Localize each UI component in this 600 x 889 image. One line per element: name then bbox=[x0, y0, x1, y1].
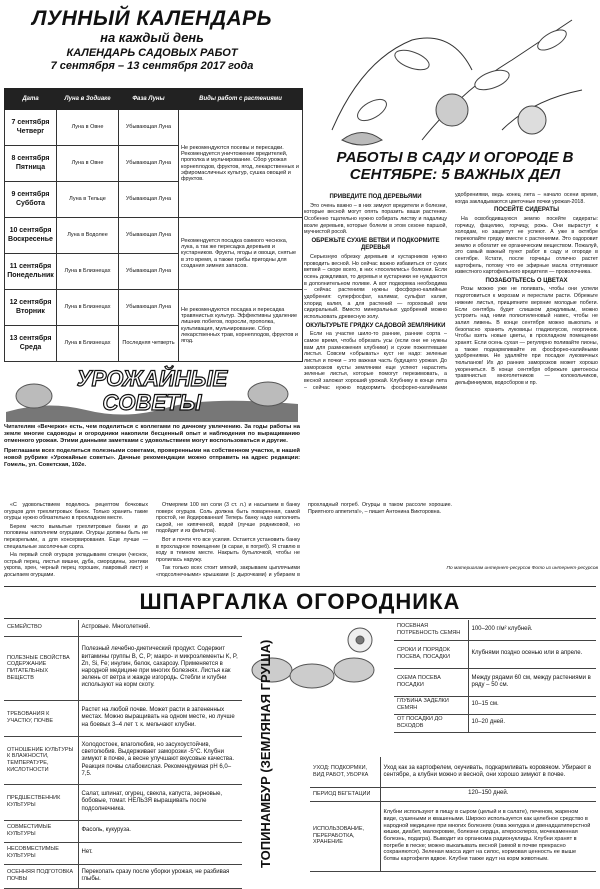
table-row bbox=[394, 714, 596, 732]
flower-center-shape bbox=[356, 636, 364, 644]
section-text: Если на участке шило-то ранние, ранние сорта – самое время, чтобы обрезать усы (если они не нужны вам для размножения клубники) и сухие пожелтевшие листья. Совсем «обрывать» куст не надо: зеленые листья и почки – это важная часть будущего урожая. До заморозков кусты земляники еще успеют нарастить зеленые листья, которые помогут перезимовать, а весной заложат хороший урожай. Клубнику в конце лета – сейчас нужно подкормить фосфорно-калийными удобрениями, ведь конец лета – начало осени время, когда закладываются цветочные почки урожая-2018. bbox=[304, 192, 598, 391]
row-key: ОТ ПОСАДКИ ДО ВСХОДОВ bbox=[394, 714, 468, 732]
row-value: Уход как за картофелем, окучивать, подкармливать коровяком. Убирают в сентябре, а клубни можно и весной, они хорошо зимуют в почве. bbox=[380, 757, 596, 787]
table-row bbox=[4, 842, 242, 864]
table-row bbox=[4, 820, 242, 842]
row-key: ПОЛЕЗНЫЕ СВОЙСТВА СОДЕРЖАНИЕ ПИТАТЕЛЬНЫХ ВЕЩЕСТВ bbox=[4, 636, 78, 700]
row-value: 120–150 дней. bbox=[380, 787, 596, 801]
row-key: ТРЕБОВАНИЯ К УЧАСТКУ, ПОЧВЕ bbox=[4, 700, 78, 736]
row-date: 8 сентября Пятница bbox=[5, 146, 57, 182]
cheatsheet-title: ШПАРГАЛКА ОГОРОДНИКА bbox=[139, 589, 461, 614]
table-row bbox=[4, 700, 242, 736]
row-value: 100–200 г/м² клубней. bbox=[468, 620, 596, 640]
row-phase: Убывающая Луна bbox=[119, 218, 179, 254]
advice-paragraph: Так только всех стоит мягкий, закрываем цыплячьими «подсолнечными» крышками (с дырочками) и убираем в прохладный погреб. Огурцы в таком рассоле хорошие. Приятного аппетита!», – пишет Антонина Викторовна. bbox=[156, 502, 452, 579]
crop-name-vertical bbox=[240, 639, 310, 874]
row-date: 11 сентября Понедельник bbox=[5, 254, 57, 290]
lunar-calendar-title: ЛУННЫЙ КАЛЕНДАРЬ bbox=[31, 7, 273, 30]
row-work: Рекомендуется посадка озимого чеснока, лука, а так же пересадка деревьев и кустарников. Фрукты, ягоды и овощи, снятые в это время, а также грибы пригодны для создания зимних запасов. bbox=[179, 218, 303, 290]
row-value: Клубнями поздно осенью или в апреле. bbox=[468, 640, 596, 668]
table-row bbox=[5, 110, 303, 146]
cheatsheet-right-top-table bbox=[394, 620, 596, 733]
divider bbox=[4, 618, 596, 619]
row-date: 10 сентября Воскресенье bbox=[5, 218, 57, 254]
row-value: Между рядами 60 см, между растениями в ряду – 50 см. bbox=[468, 668, 596, 696]
table-row bbox=[394, 696, 596, 714]
row-value: Салат, шпинат, огурец, свекла, капуста, зерновые, бобовые, томат. НЕЛЬЗЯ выращивать после подсолнечника. bbox=[78, 784, 242, 820]
section-heading: ОБРЕЖЬТЕ СУХИЕ ВЕТВИ И ПОДКОРМИТЕ ДЕРЕВЬЯ bbox=[311, 237, 440, 252]
table-row bbox=[4, 736, 242, 784]
table-row bbox=[394, 640, 596, 668]
advice-intro-paragraph: Читателям «Вечерки» есть, чем поделиться с коллегами по дачному увлечению. За годы работы на земле многие садоводы и огородники накопили бесценный опыт и наблюдения по выращиванию отменного урожая. Этими данными заметками с удовольствием могут воспользоваться и другие. bbox=[4, 424, 300, 445]
section-heading: ПОЗАБОТЬТЕСЬ О ЦВЕТАХ bbox=[485, 277, 568, 284]
lunar-calendar-header bbox=[4, 2, 300, 88]
garden-credit: По материалам интернет-ресурсов Фото из интернет-ресурсов bbox=[446, 566, 598, 571]
table-row bbox=[4, 620, 242, 636]
advice-banner bbox=[6, 360, 298, 422]
row-value: Холодостоек, влаголюбив, но засухоустойчив, светолюбив. Выдерживает заморозки -5°С. Клубни зимуют в почве, а весне улучшают вкусовые качества. Реакция почвы слабокислая. Рекомендуемая рН 6,0–7,5. bbox=[78, 736, 242, 784]
row-value: 10–15 см. bbox=[468, 696, 596, 714]
table-row bbox=[394, 668, 596, 696]
advice-article bbox=[4, 502, 452, 580]
row-key: ГЛУБИНА ЗАДЕЛКИ СЕМЯН bbox=[394, 696, 468, 714]
row-key: ПРЕДШЕСТВЕННИК КУЛЬТУРЫ bbox=[4, 784, 78, 820]
col-header-phase: Фаза Луны bbox=[119, 89, 179, 110]
row-key: СОВМЕСТИМЫЕ КУЛЬТУРЫ bbox=[4, 820, 78, 842]
section-heading: ОКУЛЬТУРЬТЕ ГРЯДКУ САДОВОЙ ЗЕМЛЯНИКИ bbox=[305, 322, 446, 329]
advice-paragraph: «С удовольствием поделюсь рецептом бочковых огурцов для трехлитровых банок. Только хранить такие огурцы нужно обязательно в прохладном месте. bbox=[4, 502, 148, 522]
cheatsheet-left-table bbox=[4, 620, 242, 889]
row-key: СРОКИ И ПОРЯДОК ПОСЕВА, ПОСАДКИ bbox=[394, 640, 468, 668]
advice-paragraph: Вот и почти что все усилия. Остается установить банку в прохладное помещение (в сарае, в погреб). Я ставлю в коду в темном месте. Накрыть бутылочкой, чтобы не пролилась наружу. bbox=[156, 537, 300, 563]
row-value: Полезный лечебно-диетический продукт. Содержит витамины группы B, C, P; макро- и микроэлементы K, P, Zn, Si, Fe; инулин, белок, сахарозу. Применяется в народной медицине при многих болезнях. Листья как зелень от ветра и жажде изгородь. Стебли и клубни используют на корм скоту. bbox=[78, 636, 242, 700]
advice-intro-paragraph: Приглашаем всех поделиться полезными советами, проверенными на собственном участке, в нашей новой рубрике «Урожайные советы». Дачные рекомендации можно отправить на адрес редакции: Гомель, ул. Советская, 102е. bbox=[4, 447, 300, 469]
table-row bbox=[394, 620, 596, 640]
advice-paragraph: Берем чисто вымытые трехлитровые банки и до половины наполняем огурцами. Огурцы должны быть не перезрелыми, а для консервирования. Еще лучше — специальные засолочные сорта. bbox=[4, 523, 148, 550]
row-value: Перекопать сразу после уборки урожая, не разбивая глыбы. bbox=[78, 864, 242, 888]
row-key: ПОСЕВНАЯ ПОТРЕБНОСТЬ СЕМЯН bbox=[394, 620, 468, 640]
table-row bbox=[5, 218, 303, 254]
section-text: На освободившуюся землю посейте сидераты: горчицу, фацелию, горчицу, рожь. Они вырастут к холодам, но зацветут не успеют. А уже в октябре перекопайте грядку вместе с растениями. Это оздоровит землю и обогатит ее органическим веществом. Пожалуй, это самый важный пункт работ в саду и огороде в сентябре. Кстати, после горчицы отлично растет картофель, потому что ее эфирные масла отпугивают известного картофельного вредителя — проволочника. bbox=[455, 215, 598, 276]
section-text: Серьезную обрезку деревьев и кустарников нужно проводить весной. Но сейчас важно избавиться от сухих ветвей – скоре всего, в них «поселились» болезни. Если осень дождливая, то деревья и кустарники не нуждаются в дополнительном поливе. А вот подкормка необходима – сейчас растениям нужны фосфорно-калийные удобрения: суперфосфат, калимаг, сульфат калия, хлорид калия, а для растений — гороховый или сидеральный. Вместо минеральных удобрений можно использовать древесную золу. bbox=[304, 254, 447, 321]
crop-name-text: ТОПИНАМБУР (ЗЕМЛЯНАЯ ГРУША) bbox=[258, 639, 273, 868]
row-key: НЕСОВМЕСТИМЫЕ КУЛЬТУРЫ bbox=[4, 842, 78, 864]
row-zodiac: Луна в Близнецах bbox=[57, 290, 119, 326]
lunar-calendar-subtitle: на каждый день bbox=[100, 30, 204, 45]
garden-article-title: РАБОТЫ В САДУ И ОГОРОДЕ В СЕНТЯБРЕ: 5 ВАЖНЫХ ДЕЛ bbox=[336, 149, 574, 183]
lunar-calendar-table bbox=[4, 88, 303, 362]
row-phase: Убывающая Луна bbox=[119, 146, 179, 182]
row-zodiac: Луна в Близнецах bbox=[57, 326, 119, 362]
row-phase: Убывающая Луна bbox=[119, 290, 179, 326]
row-date: 9 сентября Суббота bbox=[5, 182, 57, 218]
squash-image bbox=[342, 133, 382, 146]
divider bbox=[4, 586, 596, 587]
table-row bbox=[4, 636, 242, 700]
row-work: Не рекомендуются посевы и пересадки. Рекомендуется уничтожение вредителей, прополка и мульчирование. Сбор урожая корнеплодов, фруктов, ягод, лекарственных и эфиромасличных культур, сушка овощей и фруктов. bbox=[179, 110, 303, 218]
table-row bbox=[4, 784, 242, 820]
leaf-shape bbox=[392, 46, 431, 73]
row-value: Фасоль, кукуруза. bbox=[78, 820, 242, 842]
row-zodiac: Луна в Овне bbox=[57, 146, 119, 182]
row-value: Астровые. Многолетний. bbox=[78, 620, 242, 636]
row-value: Нет. bbox=[78, 842, 242, 864]
col-header-date: Дата bbox=[5, 89, 57, 110]
row-zodiac: Луна в Тельце bbox=[57, 182, 119, 218]
table-row bbox=[5, 290, 303, 326]
onion-image bbox=[518, 106, 546, 134]
section-heading: ПОСЕЙТЕ СИДЕРАТЫ bbox=[494, 207, 559, 214]
calendar-date-range: 7 сентября – 13 сентября 2017 года bbox=[50, 60, 254, 72]
table-row bbox=[310, 801, 596, 871]
row-zodiac: Луна в Водолее bbox=[57, 218, 119, 254]
table-row bbox=[4, 864, 242, 888]
cheatsheet-right-bottom-table bbox=[310, 757, 596, 872]
row-value: Растет на любой почве. Может расти в затененных местах. Можно выращивать на одном месте, но лучше на боевых 3–4 лет т. к. мельчают клубни. bbox=[78, 700, 242, 736]
section-text: Это очень важно – в них зимуют вредители и болезни, которые весной могут опять поразить ваши растения. Особенно тщательно нужно собирать листву и падалицу возле деревьев, которые болели в этом сезоне паршой, мучнистой росой. bbox=[304, 202, 447, 236]
row-key: ПЕРИОД ВЕГЕТАЦИИ bbox=[310, 787, 380, 801]
col-header-zodiac: Луна в Зодиаке bbox=[57, 89, 119, 110]
row-phase: Убывающая Луна bbox=[119, 182, 179, 218]
row-key: УХОД: ПОДКОРМКИ, ВИД РАБОТ, УБОРКА bbox=[310, 757, 380, 787]
row-phase: Убывающая Луна bbox=[119, 110, 179, 146]
row-key: ИСПОЛЬЗОВАНИЕ, ПЕРЕРАБОТКА, ХРАНЕНИЕ bbox=[310, 801, 380, 871]
advice-paragraph: Отмеряем 100 мл соли (3 ст. л.) и насыпаем в банку поверх огурцов. Соль должна быть поваренная, самой простой, не йодированная! Теперь банку надо наполнить сырой, не кипяченой, водой (лучше родниковой, но подойдет и из фильтра). bbox=[156, 502, 300, 535]
section-text: Розы можно уже не поливать, чтобы они успели подготовиться к морозам и перестали расти. Обрежьте нижние листья, прищипните верхние молодые побеги. Если сентябрь будет слишком дождливым, можно устроить над ними полиэтиленовый навес, чтобы не залил ливень. В конце сентября можно выкопать и безопасно хранить луковицы гладиолусов, георгинов. Чтобы взять новые цветы, в прохладном помещении хранят. Если осень сухая — регулярно поливайте пионы, а также подкармливайте их фосфорно-калийными удобрениями. Не удаляйте при посадке луковичных тюльпанов! Их до ранних заморозков может хорошо укорениться. В конце сентября обрежьте цветоносы травянистых многолетников — колокольчиков, дельфиниумов, водосборов и пр. bbox=[455, 286, 598, 386]
leaf-shape bbox=[354, 95, 390, 125]
banner-title-line2: СОВЕТЫ bbox=[102, 390, 202, 415]
cucumber-image bbox=[16, 384, 52, 408]
row-date: 12 сентября Вторник bbox=[5, 290, 57, 326]
row-zodiac: Луна в Близнецах bbox=[57, 254, 119, 290]
tuber-shape bbox=[290, 664, 334, 688]
advice-intro bbox=[4, 424, 300, 471]
row-work: Не рекомендуются посадка и пересадка травянистых культур. Эффективны удаление лишних побегов, поросли, прополка, культивация, мульчирование. Сбор лекарственных трав, корнеплодов, фруктов и ягод. bbox=[179, 290, 303, 362]
advice-paragraph: На первый слой огурцов укладываем специи (чеснок, острый перец, листья вишни, дуба, смородины, зонтики укропа, хрен, черный перец горошек, лавровый лист) и досыпаем огурцами. bbox=[4, 552, 148, 579]
leaf-shape bbox=[535, 26, 570, 54]
tuber-shape bbox=[334, 658, 374, 682]
row-key: ОТНОШЕНИЕ КУЛЬТУРЫ К ВЛАЖНОСТИ, ТЕМПЕРАТУРЕ, КИСЛОТНОСТИ bbox=[4, 736, 78, 784]
garden-article bbox=[304, 192, 598, 554]
row-phase: Последняя четверть bbox=[119, 326, 179, 362]
row-date: 7 сентября Четверг bbox=[5, 110, 57, 146]
row-value: 10–20 дней. bbox=[468, 714, 596, 732]
row-key: СХЕМА ПОСЕВА ПОСАДКИ bbox=[394, 668, 468, 696]
banner-title-line1: УРОЖАЙНЫЕ bbox=[76, 366, 228, 391]
row-date: 13 сентября Среда bbox=[5, 326, 57, 362]
row-value: Клубни используют в пищу в сыром (целый и в салате), печеном, жареном виде, сушеными и квашеными. Широко используется как целебное средство в народной медицине при многих болезнях (язва желудка и двенадцатиперстной кишки, диабет, малокровие, болезни сердца, атеросклероз, мочекаменная болезнь, подагра). Выводит из организма радионуклиды. Клубни хранят в погребе в песке; можно выкапывать весной (зимой в почве прекрасно сохраняются). Зеленая масса идет на силос, кормовая ценность ее выше ботвы картофеля вдвое. Клубни также идут на корм животным. bbox=[380, 801, 596, 871]
row-zodiac: Луна в Овне bbox=[57, 110, 119, 146]
table-row bbox=[310, 757, 596, 787]
leaf-shape bbox=[472, 66, 511, 93]
section-heading: ПРИВЕДИТЕ ПОД ДЕРЕВЬЯМИ bbox=[329, 194, 422, 200]
pumpkin-image bbox=[436, 94, 468, 126]
vegetable-image bbox=[248, 382, 288, 406]
row-key: СЕМЕЙСТВО bbox=[4, 620, 78, 636]
row-phase: Убывающая Луна bbox=[119, 254, 179, 290]
col-header-work: Виды работ с растениями bbox=[179, 89, 303, 110]
row-key: ОСЕННЯЯ ПОДГОТОВКА ПОЧВЫ bbox=[4, 864, 78, 888]
garden-calendar-subtitle: КАЛЕНДАРЬ САДОВЫХ РАБОТ bbox=[66, 47, 238, 59]
table-row bbox=[310, 787, 596, 801]
